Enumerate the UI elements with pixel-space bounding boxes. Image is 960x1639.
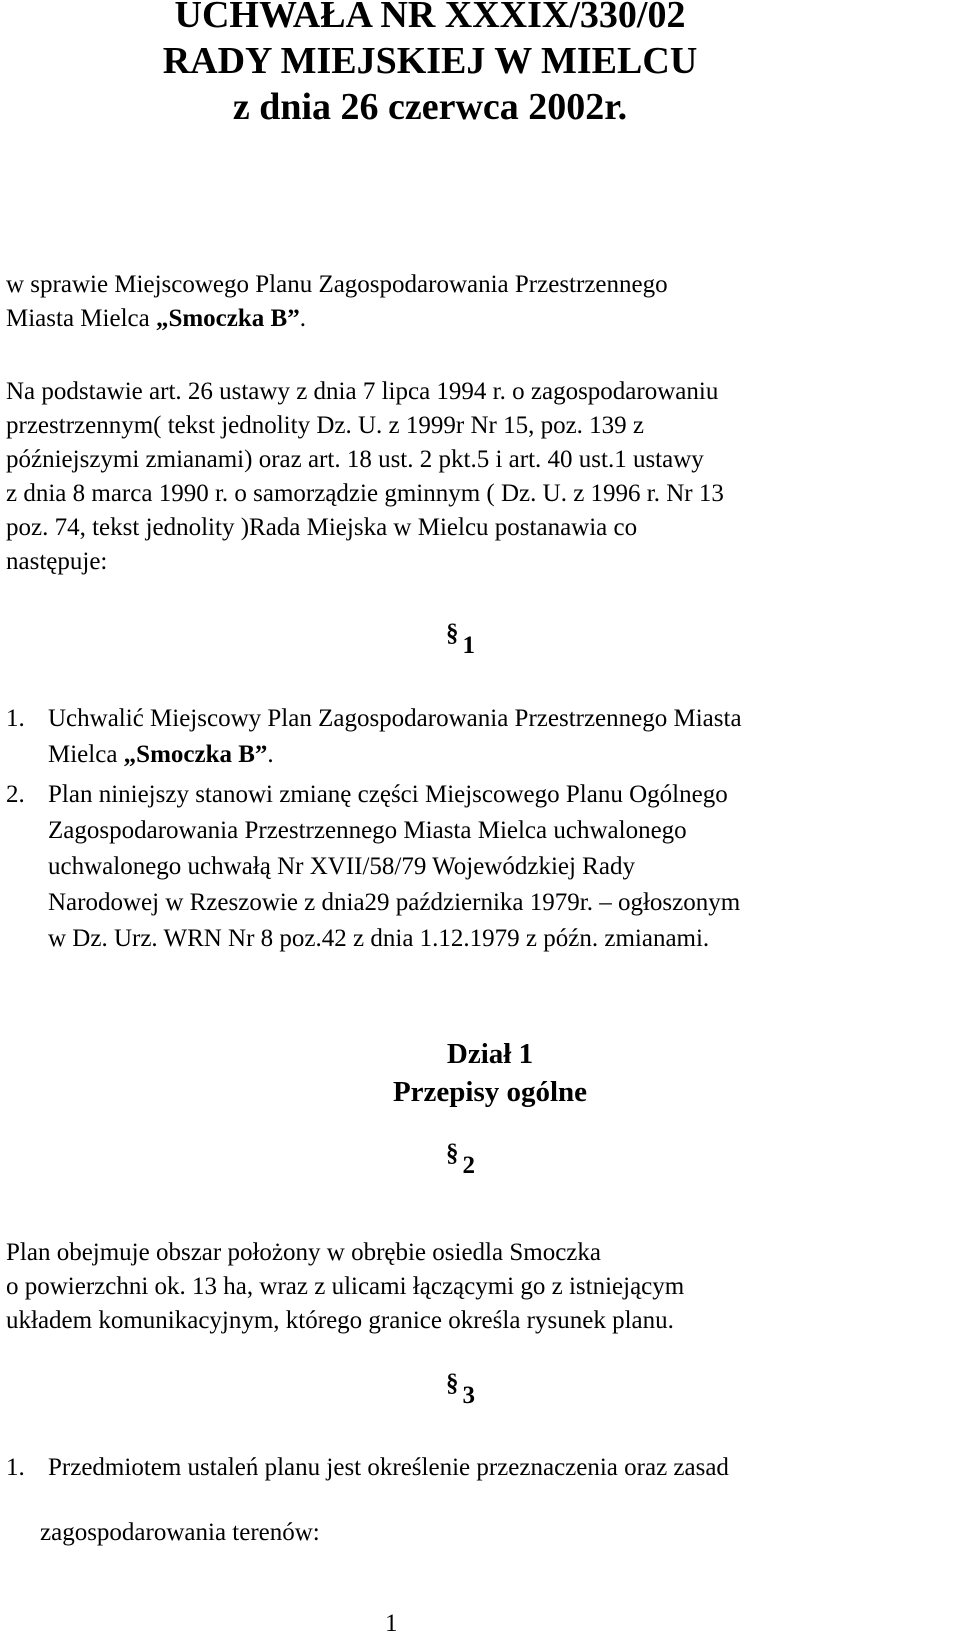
title-line-1: UCHWAŁA NR XXXIX/330/02 xyxy=(174,0,686,36)
division-title: Przepisy ogólne xyxy=(392,1076,588,1108)
item-text: uchwalonego uchwałą Nr XVII/58/79 Wojewódzkiej Rady xyxy=(48,853,635,880)
title-line-2: RADY MIEJSKIEJ W MIELCU xyxy=(162,40,698,82)
item-text: Plan niniejszy stanowi zmianę części Miejscowego Planu Ogólnego xyxy=(48,781,728,808)
section-1-item-2 xyxy=(6,777,956,957)
item-number: 2. xyxy=(6,781,25,808)
item-period: . xyxy=(267,741,274,768)
item-number: 1. xyxy=(6,1454,25,1481)
section-3-item-1 xyxy=(6,1450,956,1486)
subject-period: . xyxy=(299,305,306,332)
page-number: 1 xyxy=(385,1610,398,1637)
item-line xyxy=(6,777,956,813)
section-symbol: § xyxy=(446,1140,459,1167)
section-3-heading xyxy=(446,1370,475,1410)
section-symbol: § xyxy=(446,1370,459,1397)
item-line xyxy=(6,885,956,921)
subject-text: Miasta Mielca xyxy=(6,305,156,332)
item-line xyxy=(6,1450,956,1486)
item-line: zagospodarowania terenów: xyxy=(40,1519,320,1546)
plan-name: „Smoczka B” xyxy=(123,741,268,768)
item-line xyxy=(6,737,956,773)
section-number: 1 xyxy=(462,632,475,659)
subject-line-1: w sprawie Miejscowego Planu Zagospodarowania Przestrzennego xyxy=(6,271,668,298)
item-text: Narodowej w Rzeszowie z dnia29 października 1979r. – ogłoszonym xyxy=(48,889,741,916)
legal-basis-line-6: następuje: xyxy=(6,548,108,575)
item-text: Zagospodarowania Przestrzennego Miasta Mielca uchwalonego xyxy=(48,817,687,844)
legal-basis-line-3: późniejszymi zmianami) oraz art. 18 ust. 2 pkt.5 i art. 40 ust.1 ustawy xyxy=(6,446,704,473)
legal-basis-line-2: przestrzennym( tekst jednolity Dz. U. z 1999r Nr 15, poz. 139 z xyxy=(6,412,645,439)
item-line xyxy=(6,921,956,957)
section-number: 2 xyxy=(462,1152,475,1179)
section-2-line-2: o powierzchni ok. 13 ha, wraz z ulicami łączącymi go z istniejącym xyxy=(6,1273,685,1300)
section-symbol: § xyxy=(446,620,459,647)
legal-basis-line-4: z dnia 8 marca 1990 r. o samorządzie gminnym ( Dz. U. z 1996 r. Nr 13 xyxy=(6,480,724,507)
division-heading xyxy=(300,1035,680,1111)
legal-basis-paragraph xyxy=(6,375,956,579)
section-3-item-1-continued xyxy=(40,1515,960,1551)
item-line xyxy=(6,701,956,737)
division-number: Dział 1 xyxy=(446,1038,534,1070)
resolution-subject xyxy=(6,268,956,336)
item-line xyxy=(6,849,956,885)
plan-name: „Smoczka B” xyxy=(155,305,300,332)
item-text: Uchwalić Miejscowy Plan Zagospodarowania Przestrzennego Miasta xyxy=(48,705,742,732)
item-line xyxy=(6,813,956,849)
item-number: 1. xyxy=(6,705,25,732)
item-text: Przedmiotem ustaleń planu jest określenie przeznaczenia oraz zasad xyxy=(48,1454,729,1481)
resolution-title xyxy=(100,0,760,130)
item-text: w Dz. Urz. WRN Nr 8 poz.42 z dnia 1.12.1979 z późn. zmianami. xyxy=(48,925,710,952)
section-2-heading xyxy=(446,1140,475,1180)
section-1-heading xyxy=(446,620,475,660)
legal-basis-line-1: Na podstawie art. 26 ustawy z dnia 7 lipca 1994 r. o zagospodarowaniu xyxy=(6,378,719,405)
legal-basis-line-5: poz. 74, tekst jednolity )Rada Miejska w Mielcu postanawia co xyxy=(6,514,638,541)
section-2-paragraph xyxy=(6,1236,956,1338)
section-number: 3 xyxy=(462,1382,475,1409)
section-2-line-1: Plan obejmuje obszar położony w obrębie osiedla Smoczka xyxy=(6,1239,601,1266)
item-text: Mielca xyxy=(48,741,124,768)
section-2-line-3: układem komunikacyjnym, którego granice określa rysunek planu. xyxy=(6,1307,674,1334)
subject-line-2 xyxy=(6,302,956,336)
title-line-3: z dnia 26 czerwca 2002r. xyxy=(232,86,628,128)
section-1-item-1 xyxy=(6,701,956,773)
